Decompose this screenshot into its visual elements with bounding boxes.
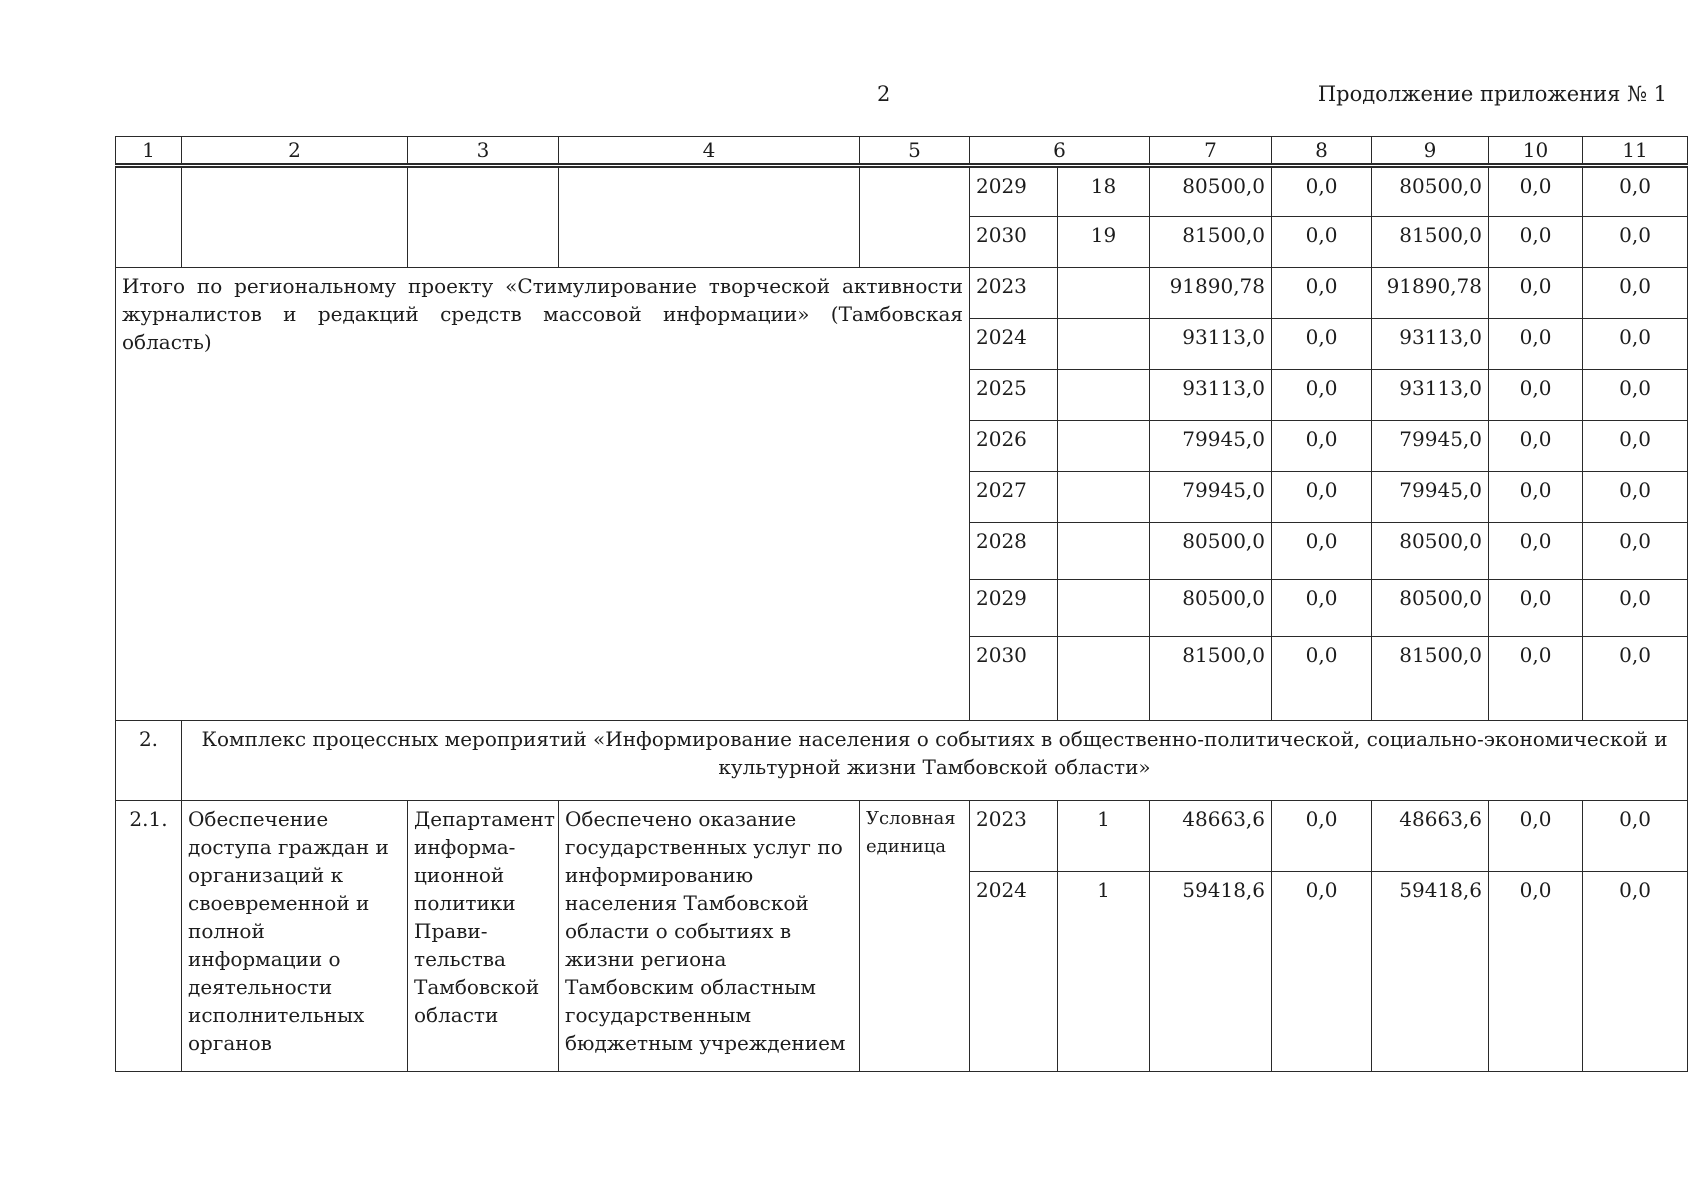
amount-cell: 0,0 (1489, 523, 1583, 580)
column-number: 4 (559, 137, 860, 166)
amount-cell: 0,0 (1272, 217, 1372, 268)
item-unit: Условная единица (860, 801, 970, 1072)
amount-cell: 0,0 (1583, 580, 1688, 637)
column-number: 3 (408, 137, 559, 166)
year-cell: 2025 (970, 370, 1058, 421)
year-cell: 2029 (970, 166, 1058, 217)
year-cell: 2024 (970, 872, 1058, 1072)
amount-cell: 0,0 (1489, 217, 1583, 268)
amount-cell: 0,0 (1272, 523, 1372, 580)
amount-cell: 59418,6 (1150, 872, 1272, 1072)
item-name: Обеспечение доступа граждан и организаций к своевременной и полной информации о деятельности исполнительных органов (182, 801, 408, 1072)
year-cell: 2024 (970, 319, 1058, 370)
amount-cell: 0,0 (1583, 421, 1688, 472)
amount-cell: 0,0 (1489, 268, 1583, 319)
amount-cell: 48663,6 (1150, 801, 1272, 872)
amount-cell: 91890,78 (1372, 268, 1489, 319)
amount-cell: 48663,6 (1372, 801, 1489, 872)
page-number: 2 (877, 82, 891, 106)
year-cell: 2030 (970, 637, 1058, 721)
amount-cell: 0,0 (1583, 801, 1688, 872)
column-number: 1 (116, 137, 182, 166)
amount-cell: 0,0 (1583, 872, 1688, 1072)
amount-cell: 0,0 (1489, 801, 1583, 872)
amount-cell: 0,0 (1489, 166, 1583, 217)
item-result: Обеспечено оказание государственных услуг по информированию населения Тамбовской области о событиях в жизни региона Тамбовским областным государственным бюджетным учреждением (559, 801, 860, 1072)
amount-cell: 0,0 (1583, 319, 1688, 370)
year-cell: 2023 (970, 801, 1058, 872)
amount-cell: 79945,0 (1372, 472, 1489, 523)
amount-cell: 0,0 (1583, 370, 1688, 421)
section-number: 2. (116, 721, 182, 801)
amount-cell: 80500,0 (1372, 523, 1489, 580)
amount-cell: 0,0 (1272, 421, 1372, 472)
amount-cell: 81500,0 (1150, 217, 1272, 268)
amount-cell: 0,0 (1583, 217, 1688, 268)
amount-cell: 81500,0 (1372, 217, 1489, 268)
item-number: 2.1. (116, 801, 182, 1072)
amount-cell: 0,0 (1489, 370, 1583, 421)
amount-cell: 80500,0 (1372, 166, 1489, 217)
amount-cell: 93113,0 (1372, 319, 1489, 370)
amount-cell: 0,0 (1489, 319, 1583, 370)
amount-cell: 80500,0 (1150, 166, 1272, 217)
year-cell: 2030 (970, 217, 1058, 268)
amount-cell: 0,0 (1583, 472, 1688, 523)
amount-cell: 79945,0 (1150, 421, 1272, 472)
amount-cell: 80500,0 (1150, 580, 1272, 637)
amount-cell: 0,0 (1272, 801, 1372, 872)
amount-cell: 0,0 (1489, 637, 1583, 721)
column-number: 7 (1150, 137, 1272, 166)
amount-cell: 0,0 (1489, 872, 1583, 1072)
year-cell: 2029 (970, 580, 1058, 637)
item-executor: Департамент информа-ционной политики Прави-тельства Тамбовской области (408, 801, 559, 1072)
table-row (116, 268, 1688, 319)
amount-cell: 0,0 (1272, 370, 1372, 421)
amount-cell: 0,0 (1489, 472, 1583, 523)
amount-cell: 81500,0 (1150, 637, 1272, 721)
amount-cell: 0,0 (1272, 580, 1372, 637)
column-number: 10 (1489, 137, 1583, 166)
column-number: 2 (182, 137, 408, 166)
amount-cell: 91890,78 (1150, 268, 1272, 319)
table-row (116, 166, 1688, 217)
year-cell: 2027 (970, 472, 1058, 523)
year-cell: 2028 (970, 523, 1058, 580)
column-number: 8 (1272, 137, 1372, 166)
amount-cell: 0,0 (1583, 268, 1688, 319)
year-cell: 2023 (970, 268, 1058, 319)
amount-cell: 0,0 (1489, 580, 1583, 637)
amount-cell: 0,0 (1583, 166, 1688, 217)
amount-cell: 79945,0 (1372, 421, 1489, 472)
amount-cell: 0,0 (1272, 268, 1372, 319)
amount-cell: 0,0 (1489, 421, 1583, 472)
amount-cell: 80500,0 (1372, 580, 1489, 637)
amount-cell: 0,0 (1272, 319, 1372, 370)
amount-cell: 79945,0 (1150, 472, 1272, 523)
column-number: 11 (1583, 137, 1688, 166)
amount-cell: 93113,0 (1150, 370, 1272, 421)
total-label: Итого по региональному проекту «Стимулирование творческой активности журналистов и редакций средств массовой информации» (Тамбовская область) (116, 268, 970, 721)
column-number: 6 (970, 137, 1150, 166)
column-number: 9 (1372, 137, 1489, 166)
amount-cell: 80500,0 (1150, 523, 1272, 580)
count-cell: 1 (1058, 872, 1150, 1072)
amount-cell: 81500,0 (1372, 637, 1489, 721)
count-cell: 19 (1058, 217, 1150, 268)
budget-table (115, 136, 1688, 1072)
year-cell: 2026 (970, 421, 1058, 472)
column-number: 5 (860, 137, 970, 166)
amount-cell: 0,0 (1583, 637, 1688, 721)
section-row (116, 721, 1688, 801)
amount-cell: 93113,0 (1372, 370, 1489, 421)
continuation-label: Продолжение приложения № 1 (1317, 82, 1667, 106)
table-row (116, 801, 1688, 872)
amount-cell: 0,0 (1272, 166, 1372, 217)
amount-cell: 0,0 (1272, 872, 1372, 1072)
column-number-row (116, 137, 1688, 166)
amount-cell: 0,0 (1272, 637, 1372, 721)
amount-cell: 59418,6 (1372, 872, 1489, 1072)
amount-cell: 93113,0 (1150, 319, 1272, 370)
amount-cell: 0,0 (1583, 523, 1688, 580)
count-cell: 1 (1058, 801, 1150, 872)
amount-cell: 0,0 (1272, 472, 1372, 523)
section-title: Комплекс процессных мероприятий «Информирование населения о событиях в общественно-политической, социально-экономической и культурной жизни Тамбовской области» (182, 721, 1688, 801)
count-cell: 18 (1058, 166, 1150, 217)
